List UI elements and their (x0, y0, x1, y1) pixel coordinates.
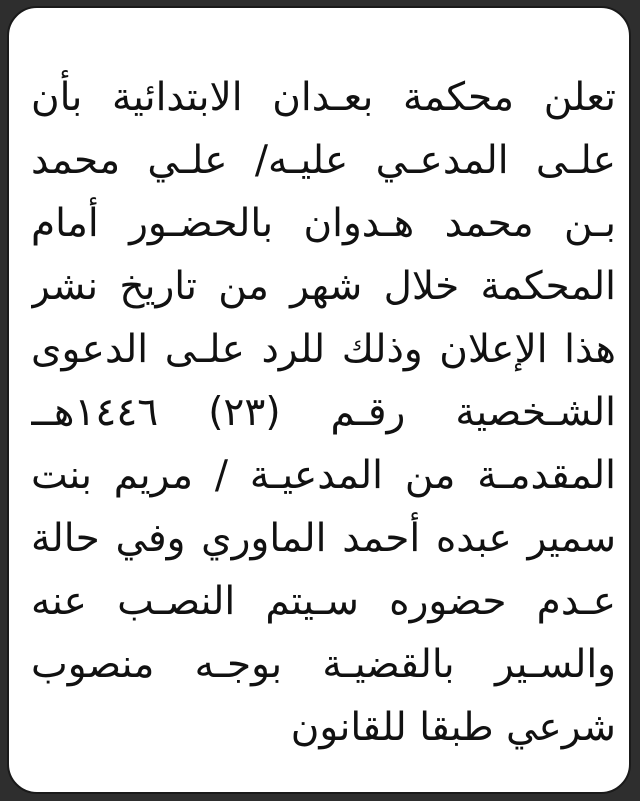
notice-line: عـدم حضوره سـيتم النصـب عنه (31, 579, 616, 624)
notice-line: والسـير بالقضيـة بوجـه منصوب (31, 642, 616, 687)
notice-line: علـى المدعـي عليـه/ علـي محمد (31, 138, 616, 183)
notice-line: سمير عبده أحمد الماوري وفي حالة (31, 516, 616, 561)
notice-card (7, 6, 631, 794)
notice-line: المحكمة خلال شهر من تاريخ نشر (31, 264, 616, 309)
notice-line: تعلن محكمة بعـدان الابتدائية بأن (31, 75, 616, 120)
notice-line: بـن محمد هـدوان بالحضـور أمام (31, 201, 616, 246)
notice-line: هذا الإعلان وذلك للرد علـى الدعوى (31, 327, 616, 372)
notice-line: المقدمـة من المدعيـة / مريم بنت (31, 453, 616, 498)
notice-line: شرعي طبقا للقانون (290, 705, 616, 750)
court-notice-text (31, 66, 616, 759)
notice-line: الشـخصية رقـم (٢٣) ١٤٤٦هــ (31, 390, 616, 435)
